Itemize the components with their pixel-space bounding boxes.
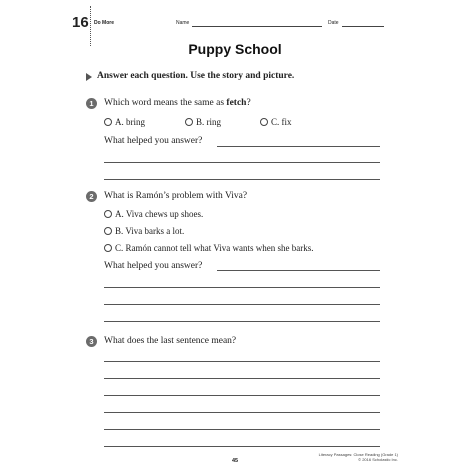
option-label: A. Viva chews up shoes.: [115, 209, 204, 219]
question-2-text: What is Ramón’s problem with Viva?: [104, 191, 248, 201]
option-label: C. fix: [271, 117, 292, 127]
answer-line[interactable]: [104, 321, 380, 322]
option-label: B. Viva barks a lot.: [115, 226, 185, 236]
question-1-text-start: Which word means the same as: [104, 98, 227, 108]
name-field-line[interactable]: [192, 26, 322, 27]
arrow-right-icon: [86, 73, 92, 81]
radio-icon[interactable]: [260, 118, 268, 126]
question-2-option-b[interactable]: [104, 226, 184, 236]
answer-line[interactable]: [104, 429, 380, 430]
answer-line[interactable]: [104, 304, 380, 305]
answer-line[interactable]: [104, 179, 380, 180]
question-1-text-end: ?: [246, 98, 251, 108]
answer-line[interactable]: [104, 412, 380, 413]
radio-icon[interactable]: [104, 244, 112, 252]
question-number-2: 2: [86, 191, 97, 202]
section-label: Do More: [94, 20, 114, 26]
answer-line[interactable]: [104, 395, 380, 396]
question-2-followup-line[interactable]: [217, 270, 380, 271]
footer-credit-line-1: Literacy Passages: Close Reading (Grade 1): [318, 452, 398, 457]
date-label: Date: [328, 20, 339, 26]
question-1-followup: What helped you answer?: [104, 136, 203, 146]
question-1-option-a[interactable]: [104, 117, 145, 127]
radio-icon[interactable]: [104, 210, 112, 218]
question-2-followup: What helped you answer?: [104, 261, 203, 271]
footer-credit-line-2: © 2016 Scholastic Inc.: [358, 457, 398, 462]
instruction-text: Answer each question. Use the story and picture.: [97, 71, 295, 81]
option-label: B. ring: [196, 117, 222, 127]
answer-line[interactable]: [104, 162, 380, 163]
question-number-1: 1: [86, 98, 97, 109]
question-number-3: 3: [86, 336, 97, 347]
answer-line[interactable]: [104, 446, 380, 447]
option-label: A. bring: [115, 117, 145, 127]
question-2-option-c[interactable]: [104, 243, 314, 253]
answer-line[interactable]: [104, 378, 380, 379]
radio-icon[interactable]: [104, 118, 112, 126]
question-1-text: [104, 98, 251, 108]
question-1-option-b[interactable]: [185, 117, 221, 127]
question-2-option-a[interactable]: [104, 209, 203, 219]
question-1-option-c[interactable]: [260, 117, 292, 127]
name-label: Name: [176, 20, 190, 26]
footer-page-number: 45: [231, 458, 239, 464]
radio-icon[interactable]: [185, 118, 193, 126]
option-label: C. Ramón cannot tell what Viva wants when she barks.: [115, 243, 314, 253]
date-field-line[interactable]: [342, 26, 384, 27]
question-1-keyword: fetch: [226, 98, 247, 108]
answer-line[interactable]: [104, 287, 380, 288]
radio-icon[interactable]: [104, 227, 112, 235]
page-title: Puppy School: [188, 41, 282, 57]
header-divider: [90, 6, 91, 46]
answer-line[interactable]: [104, 361, 380, 362]
question-3-text: What does the last sentence mean?: [104, 336, 237, 346]
question-1-followup-line[interactable]: [217, 146, 380, 147]
page-number: 16: [72, 14, 89, 31]
